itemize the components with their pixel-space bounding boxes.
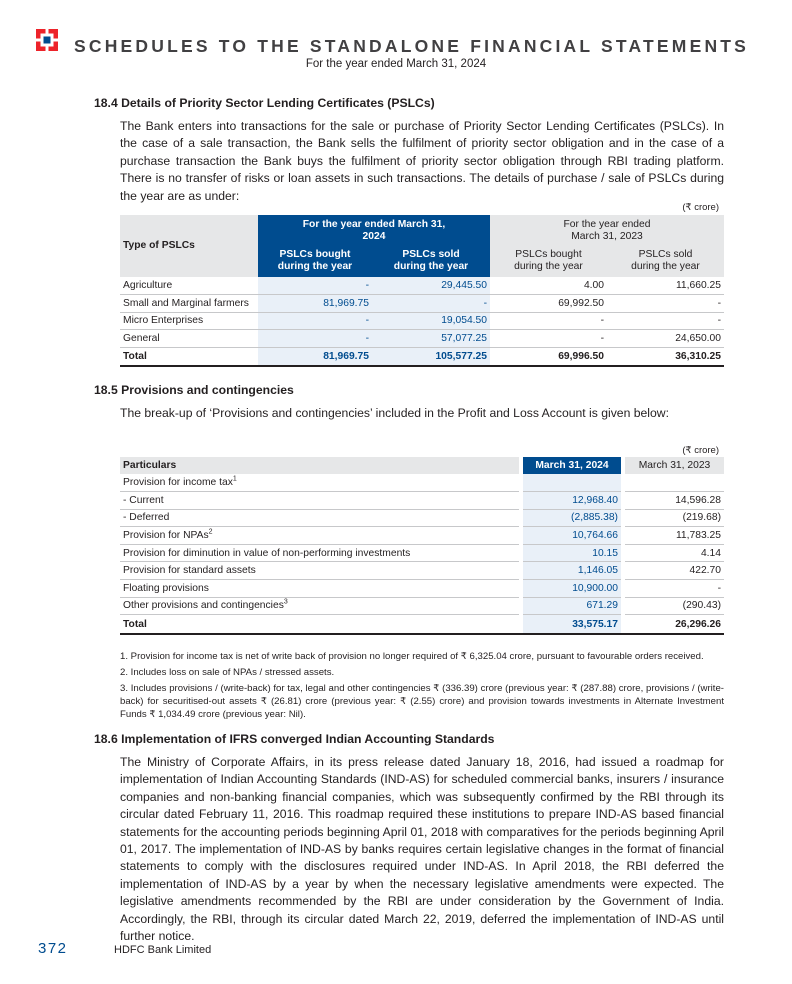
table-total-row [120,615,724,634]
col-bought-2024: PSLCs bought during the year [258,245,372,277]
footnote-ref: 2 [208,528,213,536]
cell-2023 [625,474,724,492]
col-sold-2024: PSLCs sold during the year [372,245,490,277]
row-label: - Current [120,492,519,510]
footnote-2: 2. Includes loss on sale of NPAs / stressed assets. [120,667,335,678]
cell-sold-2024: - [372,295,490,313]
cell-sold-2024: 19,054.50 [372,312,490,330]
provisions-table [120,457,724,635]
cell-2024 [523,474,621,492]
footnote-ref: 1 [232,475,237,483]
unit-label-provisions: (₹ crore) [682,445,719,456]
row-label: Provision for diminution in value of non-performing investments [120,544,519,562]
hdfc-logo-icon [36,29,58,51]
table-header-row [120,457,724,474]
row-label: Agriculture [120,277,258,295]
cell-2024: 671.29 [523,597,621,615]
cell-2023: (219.68) [625,509,724,527]
cell-sold-2024: 57,077.25 [372,330,490,348]
table-row [120,277,724,295]
section-paragraph-18-4: The Bank enters into transactions for the sale or purchase of Priority Sector Lending Certificates (PSLCs). In the case of a sale transaction, the Bank sells the fulfilment of priority sector obligation and in the case of a purchase transaction the Bank buys the fulfilment of priority sector obligation through RBI trading platform. There is no transfer of risks or loan assets in such transactions. The details of purchase / sale of PSLCs during the year are as under: [120,119,724,203]
col-march-2023: March 31, 2023 [625,457,724,474]
total-bought-2024: 81,969.75 [258,347,372,366]
cell-2023: - [625,580,724,598]
cell-2024: 10.15 [523,544,621,562]
row-label: Provision for standard assets [120,562,519,580]
table-row [120,597,724,615]
row-label: Provision for income tax$^1$ [120,474,519,492]
table-row [120,527,724,545]
footnote-3: 3. Includes provisions / (write-back) for tax, legal and other contingencies ₹ (336.39) crore (previous year: ₹ (287.88) crore, provisions / (write-back) for securitised-out assets ₹ (26.81) crore (previous year: ₹ (2.55) crore) and provision towards investments in Alternate Investment Funds ₹ 1,034.49 crore (previous year: Nil). [120,683,724,721]
total-label: Total [120,347,258,366]
table-row [120,544,724,562]
cell-sold-2023: - [607,295,724,313]
cell-bought-2023: - [490,330,607,348]
row-label: General [120,330,258,348]
cell-2023: 422.70 [625,562,724,580]
page-subtitle: For the year ended March 31, 2024 [305,58,487,70]
table-row [120,580,724,598]
cell-2024: 10,900.00 [523,580,621,598]
table-row [120,562,724,580]
table-row [120,312,724,330]
col-group-2023: For the year ended March 31, 2023 [490,215,724,245]
cell-2024: 10,764.66 [523,527,621,545]
table-total-row [120,347,724,366]
cell-bought-2024: - [258,277,372,295]
total-label: Total [120,615,519,634]
cell-bought-2024: - [258,330,372,348]
row-label: Small and Marginal farmers [120,295,258,313]
footnote-ref: 3 [283,599,288,607]
pslc-table [120,215,724,367]
col-sold-2023: PSLCs sold during the year [607,245,724,277]
cell-sold-2024: 29,445.50 [372,277,490,295]
cell-sold-2023: 24,650.00 [607,330,724,348]
cell-bought-2024: 81,969.75 [258,295,372,313]
section-paragraph-18-6: The Ministry of Corporate Affairs, in its press release dated January 18, 2016, had issued a roadmap for implementation of Indian Accounting Standards (IND-AS) for scheduled commercial banks, insurers / insurance companies and non-banking financial companies, which was subsequently confirmed by the RBI through its circular dated February 11, 2016. This roadmap required these institutions to prepare IND-AS based financial statements for the accounting periods beginning April 01, 2018 with comparatives for the periods beginning April 01, 2017. The implementation of IND-AS by banks requires certain legislative changes in the format of financial statements to comply with the disclosures required under IND-AS. In April 2018, the RBI deferred the implementation of IND-AS by a year by when the necessary legislative amendments were expected. The legislative amendments recommended by the RBI are under consideration by the Government of India. Accordingly, the RBI, through its circular dated March 22, 2019, deferred the implementation of IND-AS until further notice. [120,755,724,944]
unit-label-pslc: (₹ crore) [682,202,719,213]
table-row [120,492,724,510]
total-2024: 33,575.17 [523,615,621,634]
section-heading-18-5: 18.5 Provisions and contingencies [94,383,294,397]
cell-2024: 1,146.05 [523,562,621,580]
total-sold-2023: 36,310.25 [607,347,724,366]
table-row [120,474,724,492]
cell-2024: (2,885.38) [523,509,621,527]
cell-2024: 12,968.40 [523,492,621,510]
cell-bought-2023: 4.00 [490,277,607,295]
col-bought-2023: PSLCs bought during the year [490,245,607,277]
cell-bought-2023: 69,992.50 [490,295,607,313]
cell-bought-2024: - [258,312,372,330]
cell-2023: 11,783.25 [625,527,724,545]
cell-2023: (290.43) [625,597,724,615]
cell-sold-2023: - [607,312,724,330]
total-bought-2023: 69,996.50 [490,347,607,366]
cell-sold-2023: 11,660.25 [607,277,724,295]
table-row [120,330,724,348]
row-label: Floating provisions [120,580,519,598]
table-row [120,295,724,313]
row-label: Provision for NPAs$^2$ [120,527,519,545]
section-heading-18-6: 18.6 Implementation of IFRS converged Indian Accounting Standards [94,732,495,746]
row-label: Other provisions and contingencies$^3$ [120,597,519,615]
cell-bought-2023: - [490,312,607,330]
row-label: Micro Enterprises [120,312,258,330]
page-number: 372 [38,940,68,957]
col-march-2024: March 31, 2024 [523,457,621,474]
table-row [120,509,724,527]
company-name: HDFC Bank Limited [114,944,212,956]
col-particulars: Particulars [120,457,519,474]
section-heading-18-4: 18.4 Details of Priority Sector Lending Certificates (PSLCs) [94,96,435,110]
page-title: SCHEDULES TO THE STANDALONE FINANCIAL STATEMENTS [74,36,750,56]
row-label: - Deferred [120,509,519,527]
col-group-2024: For the year ended March 31, 2024 [258,215,490,245]
col-type-of-pslcs: Type of PSLCs [120,215,258,277]
footnote-1: 1. Provision for income tax is net of write back of provision no longer required of ₹ 6,325.04 crore, pursuant to favourable orders received. [120,651,704,662]
cell-2023: 4.14 [625,544,724,562]
total-2023: 26,296.26 [625,615,724,634]
cell-2023: 14,596.28 [625,492,724,510]
section-paragraph-18-5: The break-up of ‘Provisions and contingencies’ included in the Profit and Loss Account is given below: [120,406,669,420]
total-sold-2024: 105,577.25 [372,347,490,366]
